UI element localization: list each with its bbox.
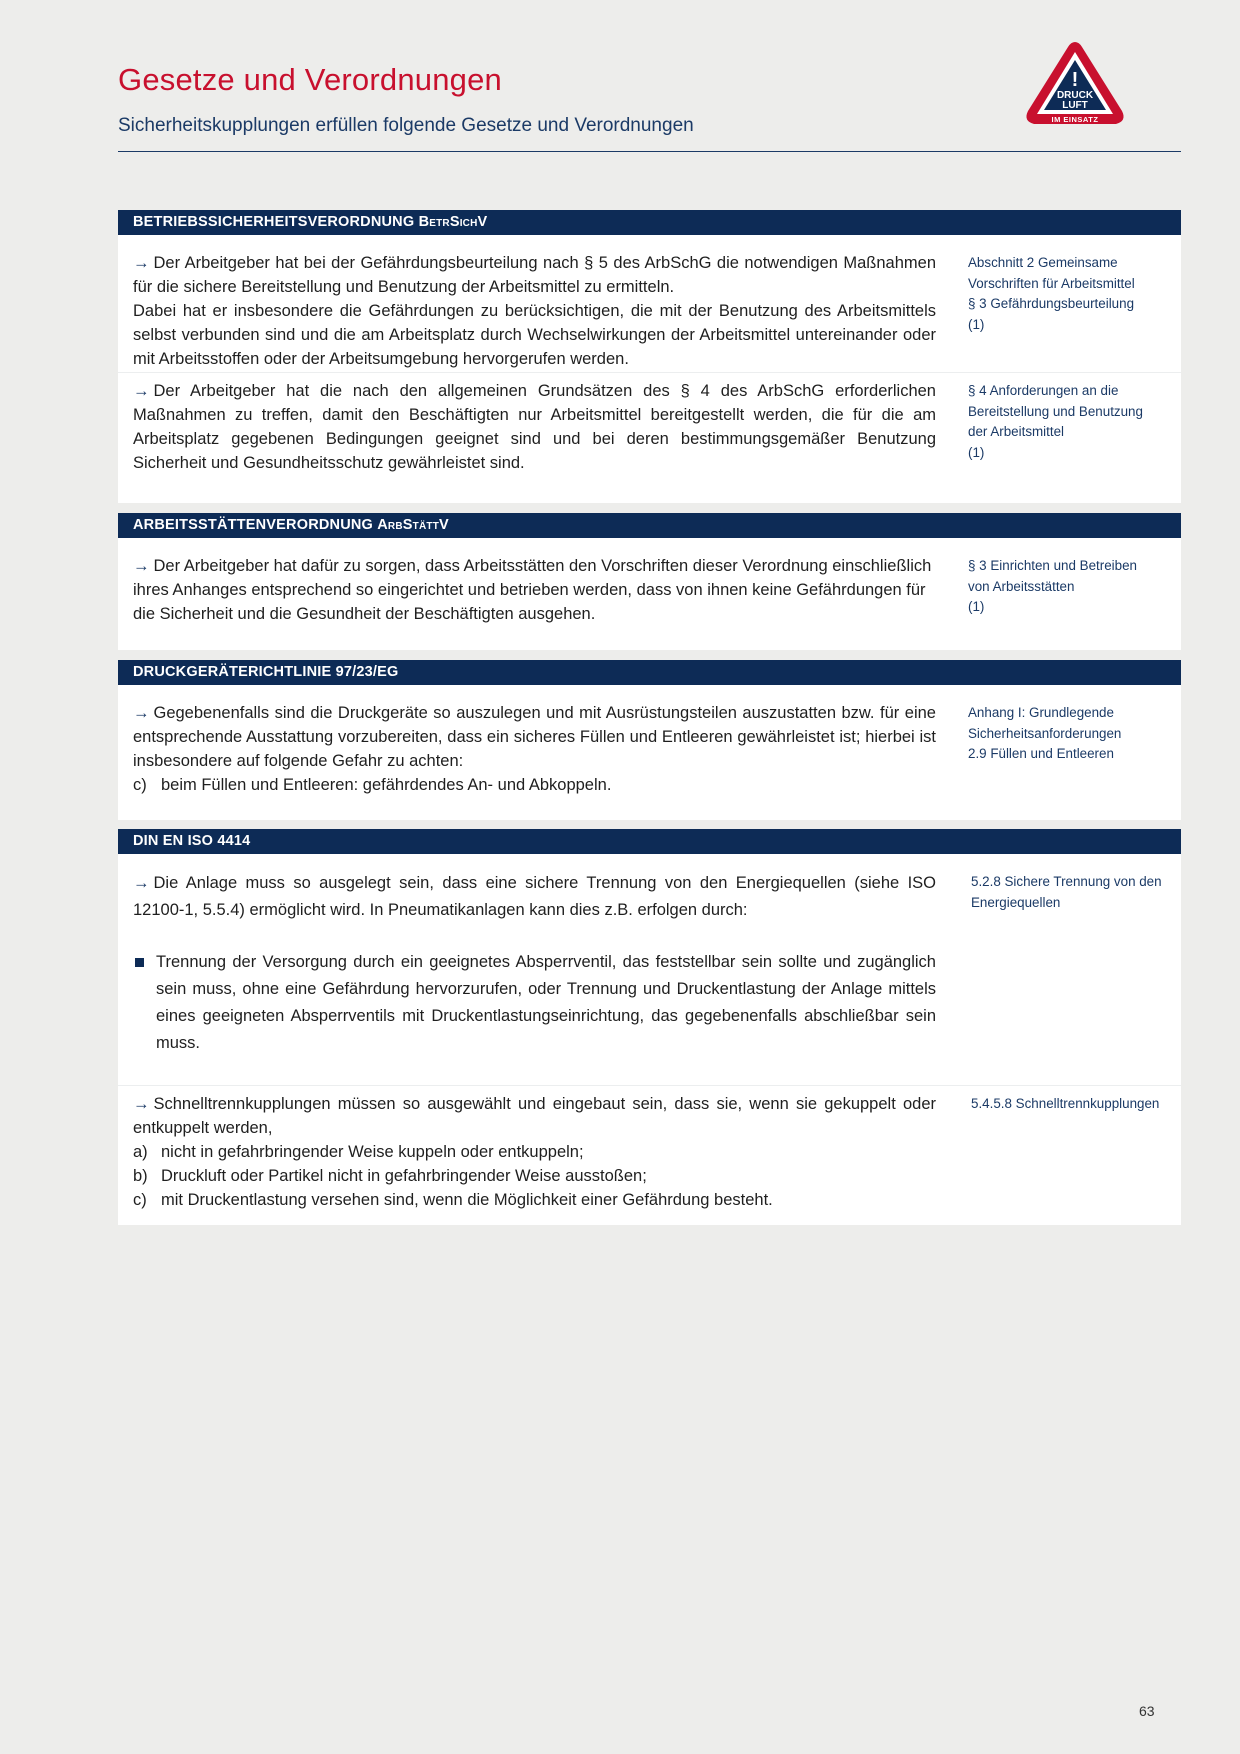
- square-bullet-icon: [135, 958, 144, 967]
- regulation-row: [118, 695, 1181, 797]
- reference-line: Vorschriften für Arbeitsmittel: [968, 275, 1135, 291]
- page-subtitle: Sicherheitskupplungen erfüllen folgende Gesetze und Verordnungen: [118, 115, 694, 136]
- arrow-icon: →: [133, 704, 150, 722]
- bullet-text: Trennung der Versorgung durch ein geeignetes Absperrventil, das feststellbar sein sollte und zugänglich sein muss, ohne eine Gefährdung hervorzurufen, oder Trennung und Druckentlastung der Anlage mittels eines geeigneten Absperrventils mit Druckentlastungseinrichtung, das gegebenenfalls abschließbar sein muss.: [156, 953, 936, 1052]
- regulation-row: [118, 245, 1181, 372]
- row-reference: [958, 373, 1181, 485]
- list-label: a): [133, 1143, 148, 1161]
- arrow-icon: →: [133, 1095, 150, 1113]
- page-title: Gesetze und Verordnungen: [118, 62, 502, 97]
- reference-line: (1): [968, 316, 985, 332]
- row-reference: [958, 695, 1181, 797]
- section-title: ARBEITSSTÄTTENVERORDNUNG: [133, 517, 378, 533]
- row-paragraph: Der Arbeitgeber hat bei der Gefährdungsbeurteilung nach § 5 des ArbSchG die notwendigen Maßnahmen für die sichere Bereitstellung und Benutzung der Arbeitsmittel zu ermitteln.: [133, 254, 936, 296]
- arrow-icon: →: [133, 382, 150, 400]
- section-din-en-iso-4414: [118, 829, 1181, 1225]
- row-text: [118, 864, 958, 1085]
- logo-text-druck: DRUCK: [1056, 90, 1094, 101]
- reference-line: Energiequellen: [971, 894, 1061, 910]
- reference-line: der Arbeitsmittel: [968, 424, 1065, 439]
- row-paragraph: Die Anlage muss so ausgelegt sein, dass eine sichere Trennung von den Energiequellen (siehe ISO 12100-1, 5.5.4) ermöglicht wird. In Pneumatikanlagen kann dies z.B. erfolgen durch:: [133, 874, 936, 919]
- bullet-item: [133, 949, 936, 1057]
- row-text: [118, 548, 958, 626]
- section-title-abbr: ArbStättV: [377, 517, 449, 533]
- reference-line: Sicherheitsanforderungen: [968, 725, 1122, 741]
- reference-line: Abschnitt 2 Gemeinsame: [968, 255, 1118, 270]
- reference-line: § 3 Einrichten und Betreiben: [968, 558, 1137, 573]
- row-reference: [958, 864, 1181, 1085]
- header-divider: [118, 151, 1181, 152]
- section-header: [118, 210, 1181, 235]
- reference-line: § 3 Gefährdungsbeurteilung: [968, 296, 1135, 311]
- section-header: [118, 513, 1181, 538]
- row-text: [118, 695, 958, 797]
- reference-line: 2.9 Füllen und Entleeren: [968, 746, 1114, 761]
- reference-line: Anhang I: Grundlegende: [968, 705, 1114, 720]
- row-paragraph: Der Arbeitgeber hat die nach den allgemeinen Grundsätzen des § 4 des ArbSchG erforderlichen Maßnahmen zu treffen, damit den Beschäftigten nur Arbeitsmittel bereitgestellt werden, die für die am Arbeitsplatz gegebenen Bedingungen geeignet sind und bei deren bestimmungsgemäßer Benutzung Sicherheit und Gesundheitsschutz gewährleistet sind.: [133, 382, 936, 472]
- list-item: [133, 1140, 936, 1164]
- reference-line: Bereitstellung und Benutzung: [968, 403, 1143, 419]
- section-arbstaettv: [118, 513, 1181, 650]
- regulation-row: [118, 372, 1181, 485]
- section-header: [118, 829, 1181, 854]
- row-paragraph-2: Dabei hat er insbesondere die Gefährdungen zu berücksichtigen, die mit der Benutzung des Arbeitsmittels selbst verbunden sind und die am Arbeitsplatz durch Wechselwirkungen der Arbeitsmittel untereinander oder mit Arbeitsstoffen oder der Arbeitsumgebung hervorgerufen werden.: [133, 302, 936, 368]
- reference-line: § 4 Anforderungen an die: [968, 383, 1119, 398]
- row-reference: [958, 245, 1181, 372]
- reference-line: (1): [968, 444, 985, 460]
- section-betrsichv: [118, 210, 1181, 503]
- row-paragraph: Schnelltrennkupplungen müssen so ausgewählt und eingebaut sein, dass sie, wenn sie gekuppelt oder entkuppelt werden,: [133, 1095, 936, 1137]
- section-title: BETRIEBSSICHERHEITSVERORDNUNG: [133, 214, 419, 230]
- list-label: b): [133, 1167, 148, 1185]
- section-header: [118, 660, 1181, 685]
- section-title: DRUCKGERÄTERICHTLINIE 97/23/EG: [133, 664, 399, 680]
- reference-line: (1): [968, 599, 985, 614]
- list-text: nicht in gefahrbringender Weise kuppeln oder entkuppeln;: [161, 1143, 584, 1161]
- logo-text-im-einsatz: IM EINSATZ: [1051, 115, 1099, 124]
- row-text: [118, 245, 958, 372]
- section-body: [118, 685, 1181, 820]
- list-label: c): [133, 1191, 147, 1209]
- reference-line: 5.4.5.8 Schnelltrennkupplungen: [971, 1096, 1160, 1111]
- arrow-icon: →: [133, 254, 150, 272]
- row-text: [118, 373, 958, 485]
- section-title: DIN EN ISO 4414: [133, 833, 251, 849]
- list-text: beim Füllen und Entleeren: gefährdendes An- und Abkoppeln.: [161, 776, 612, 794]
- section-body: [118, 854, 1181, 1225]
- reference-line: von Arbeitsstätten: [968, 578, 1075, 594]
- list-text: Druckluft oder Partikel nicht in gefahrbringender Weise ausstoßen;: [161, 1167, 647, 1185]
- logo-exclamation: !: [1071, 69, 1079, 91]
- list-label: c): [133, 776, 147, 794]
- logo-text-luft: LUFT: [1062, 100, 1088, 111]
- reference-line: 5.2.8 Sichere Trennung von den: [971, 874, 1162, 889]
- list-item: [133, 773, 936, 797]
- regulation-row: [118, 1085, 1181, 1212]
- list-item: [133, 1188, 936, 1212]
- row-reference: [958, 548, 1181, 626]
- section-body: [118, 235, 1181, 503]
- section-title-abbr: BetrSichV: [418, 214, 488, 230]
- section-druckgeraeterichtlinie: [118, 660, 1181, 820]
- row-paragraph: Der Arbeitgeber hat dafür zu sorgen, dass Arbeitsstätten den Vorschriften dieser Verordnung einschließlich ihres Anhanges entsprechend so eingerichtet und betrieben werden, dass von ihnen keine Gefährdungen für die Sicherheit und die Gesundheit der Beschäftigten ausgehen.: [133, 557, 932, 623]
- druckluft-logo: [1021, 38, 1129, 136]
- row-text: [118, 1086, 958, 1212]
- arrow-icon: →: [133, 557, 150, 575]
- regulation-row: [118, 548, 1181, 626]
- section-body: [118, 538, 1181, 650]
- list-text: mit Druckentlastung versehen sind, wenn die Möglichkeit einer Gefährdung besteht.: [161, 1191, 773, 1209]
- page-number: 63: [1139, 1703, 1155, 1719]
- row-paragraph: Gegebenenfalls sind die Druckgeräte so auszulegen und mit Ausrüstungsteilen auszustatten bzw. für eine entsprechende Ausstattung vorzubereiten, dass ein sicheres Füllen und Entleeren gewährleistet ist; hierbei ist insbesondere auf folgende Gefahr zu achten:: [133, 704, 936, 770]
- row-reference: [958, 1086, 1181, 1212]
- regulation-row: [118, 864, 1181, 1085]
- list-item: [133, 1164, 936, 1188]
- arrow-icon: →: [133, 874, 150, 892]
